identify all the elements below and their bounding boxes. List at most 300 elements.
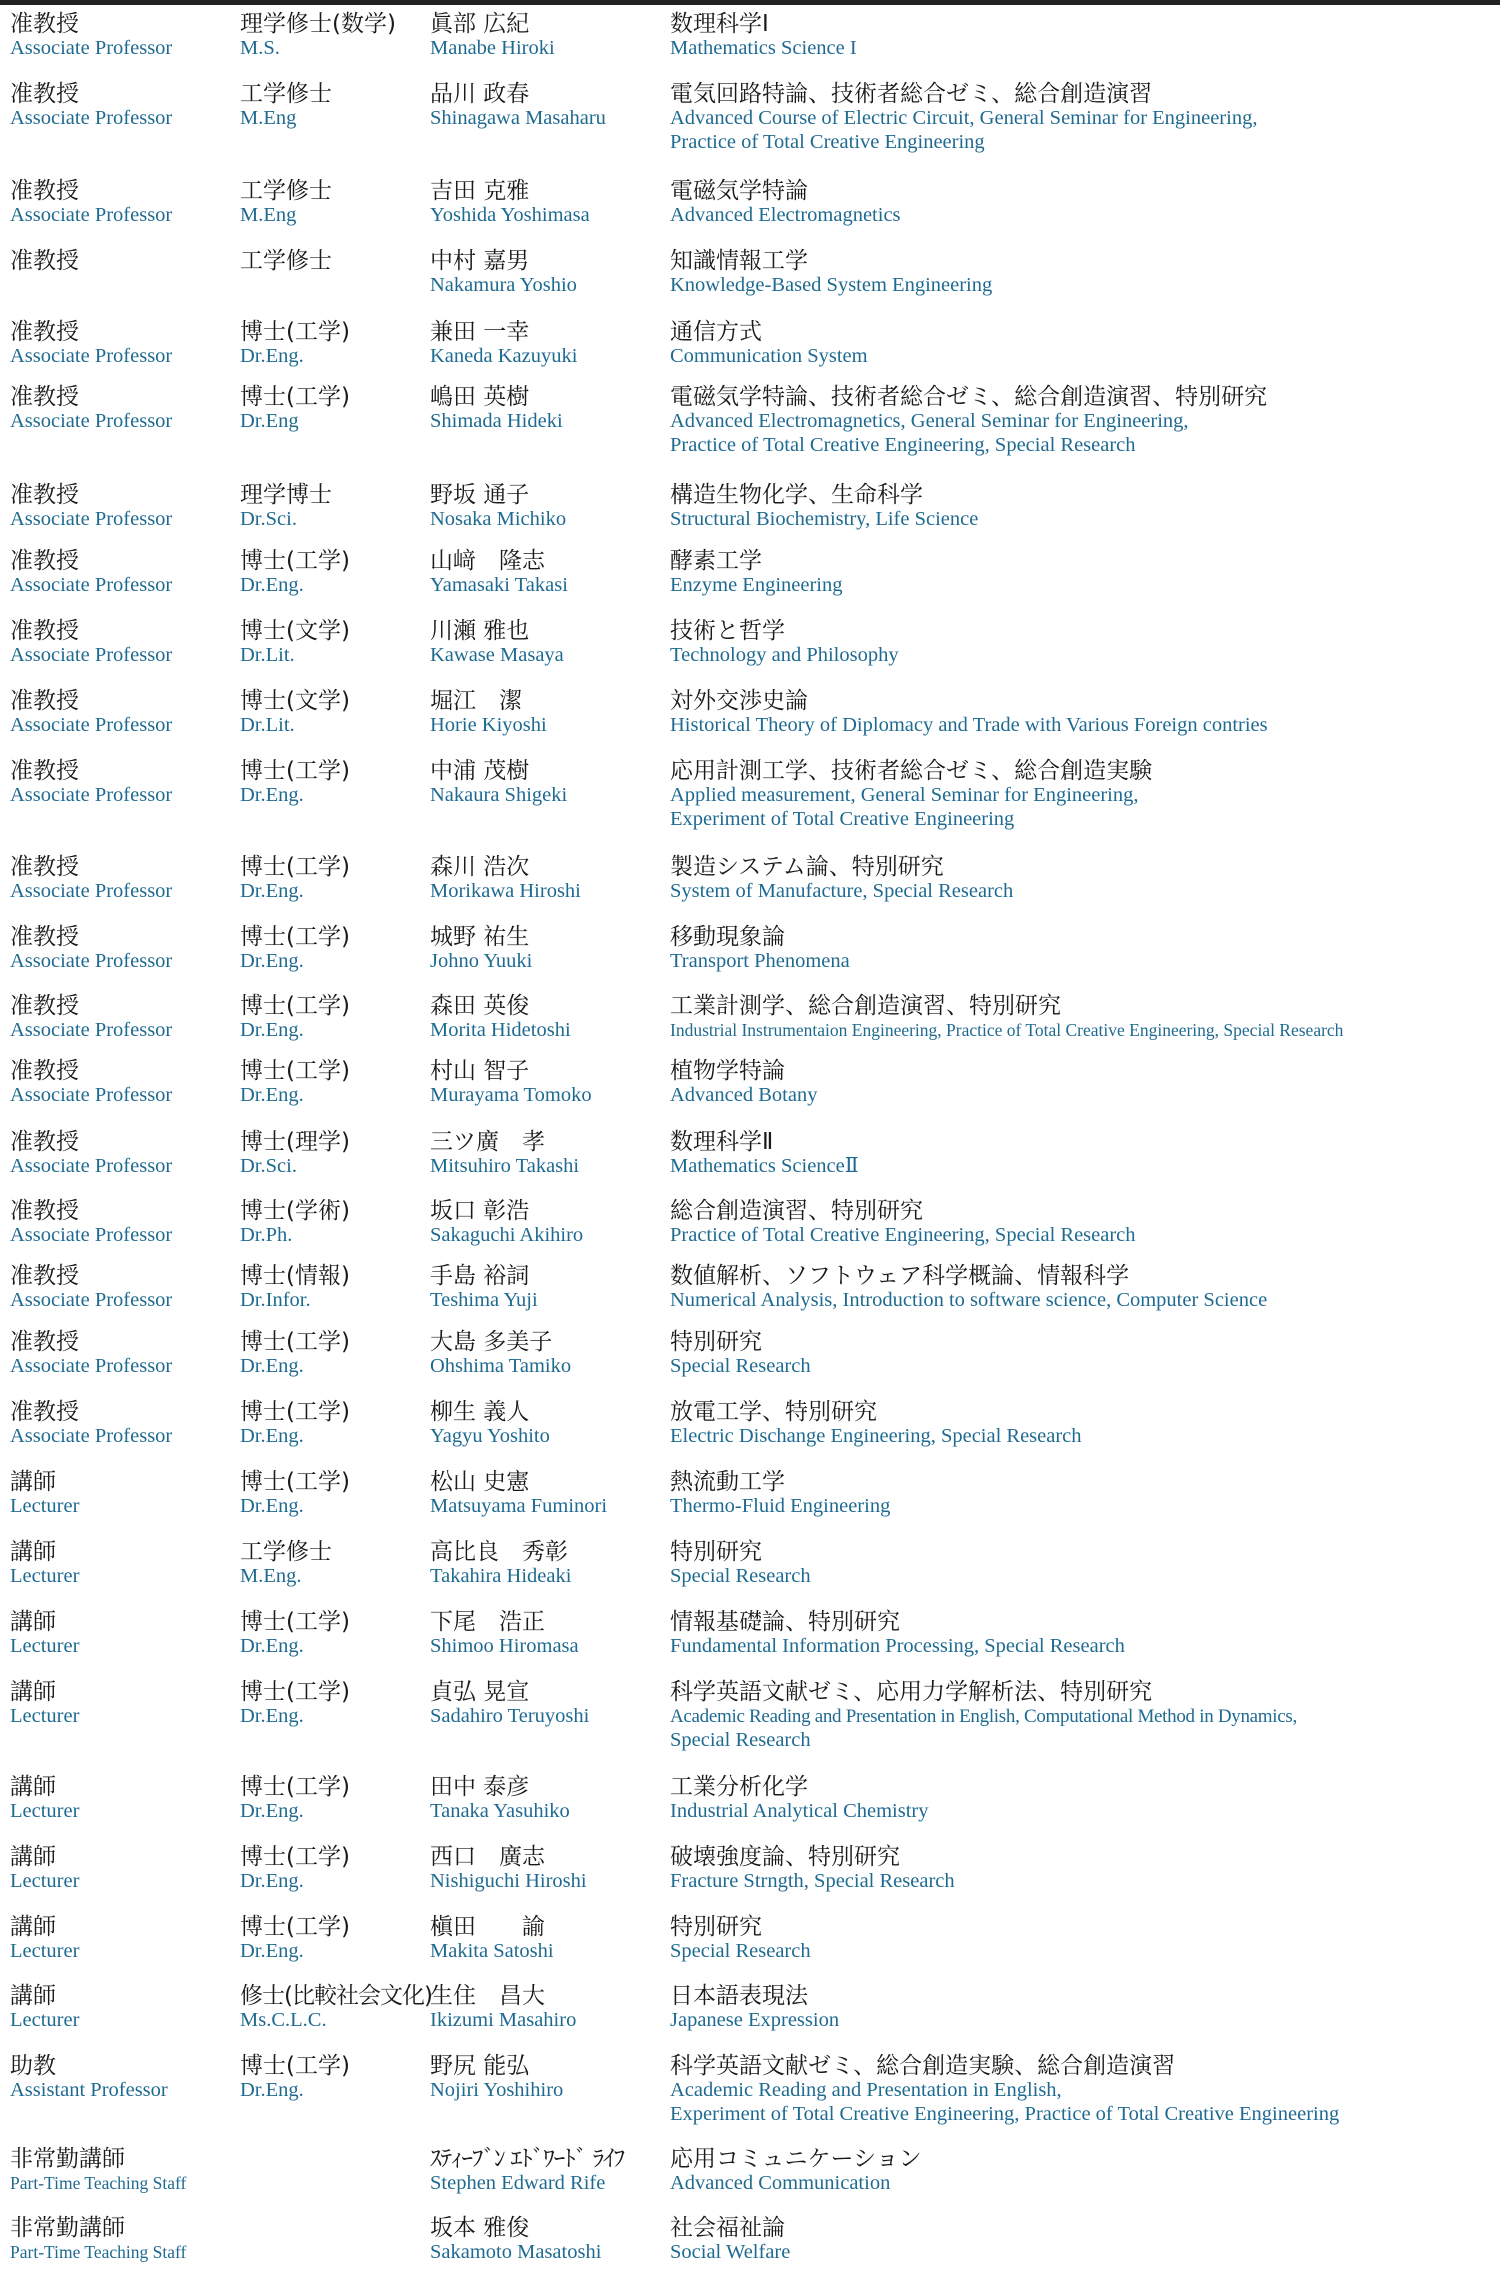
degree-cell: [240, 320, 350, 369]
subject-cell: [670, 855, 1013, 904]
subject-en-line: Advanced Electromagnetics, General Seminar for Engineering,: [670, 410, 1189, 432]
name-cell: [430, 2216, 601, 2265]
title-en: Associate Professor: [10, 574, 173, 596]
degree-cell: [240, 483, 332, 532]
subject-en-line: Electric Dischange Engineering, Special Research: [670, 1425, 1082, 1447]
subject-jp: 対外交渉史論: [670, 688, 808, 714]
degree-en: Dr.Eng.: [240, 574, 304, 596]
degree-en: M.Eng.: [240, 1565, 302, 1587]
title-cell: [10, 689, 172, 738]
title-cell: [10, 1680, 79, 1729]
title-jp: 准教授: [10, 924, 79, 950]
title-en: Associate Professor: [10, 37, 173, 59]
degree-en: Dr.Eng.: [240, 1705, 304, 1727]
degree-jp: 博士(工学): [240, 758, 350, 784]
name-cell: [430, 483, 566, 532]
subject-cell: [670, 82, 1257, 154]
subject-jp: 社会福祉論: [670, 2215, 785, 2241]
subject-cell: [670, 1130, 859, 1179]
title-en: Associate Professor: [10, 950, 173, 972]
subject-en-line: Mathematics ScienceⅡ: [670, 1155, 859, 1177]
name-cell: [430, 1680, 589, 1729]
subject-cell: [670, 320, 868, 369]
name-jp: 生住 昌大: [430, 1983, 545, 2009]
degree-cell: [240, 1470, 350, 1519]
name-cell: [430, 1610, 579, 1659]
subject-jp: 工業分析化学: [670, 1774, 808, 1800]
subject-cell: [670, 2147, 922, 2196]
name-cell: [430, 1199, 583, 1248]
title-cell: [10, 1984, 79, 2033]
name-jp: 堀江 潔: [430, 688, 522, 714]
degree-jp: 博士(工学): [240, 1844, 350, 1870]
name-en: Ohshima Tamiko: [430, 1355, 572, 1377]
degree-cell: [240, 385, 350, 434]
name-en: Horie Kiyoshi: [430, 714, 547, 736]
degree-cell: [240, 1915, 350, 1964]
degree-en: Dr.Eng.: [240, 1940, 304, 1962]
subject-jp: 特別研究: [670, 1539, 762, 1565]
degree-cell: [240, 1540, 332, 1589]
subject-cell: [670, 483, 978, 532]
subject-jp: 情報基礎論、特別研究: [670, 1609, 900, 1635]
degree-cell: [240, 855, 350, 904]
subject-cell: [670, 2054, 1339, 2126]
subject-en-line: Applied measurement, General Seminar for Engineering,: [670, 784, 1139, 806]
title-jp: 准教授: [10, 248, 79, 274]
name-en: Yoshida Yoshimasa: [430, 204, 590, 226]
name-cell: [430, 759, 567, 808]
name-en: Sakaguchi Akihiro: [430, 1224, 584, 1246]
name-jp: 高比良 秀彰: [430, 1539, 568, 1565]
title-en: Associate Professor: [10, 107, 173, 129]
subject-en-line: Advanced Course of Electric Circuit, General Seminar for Engineering,: [670, 107, 1258, 129]
name-jp: ｽﾃｨｰﾌﾞﾝ ｴﾄﾞﾜｰﾄﾞ ﾗｲﾌ: [430, 2146, 625, 2172]
name-en: Nakaura Shigeki: [430, 784, 568, 806]
subject-en-line: Transport Phenomena: [670, 950, 850, 972]
name-jp: 槇田 諭: [430, 1914, 545, 1940]
title-cell: [10, 1199, 172, 1248]
name-en: Takahira Hideaki: [430, 1565, 572, 1587]
degree-en: Dr.Eng.: [240, 950, 304, 972]
degree-cell: [240, 925, 350, 974]
name-jp: 坂口 彰浩: [430, 1198, 530, 1224]
name-en: Manabe Hiroki: [430, 37, 555, 59]
degree-en: Dr.Sci.: [240, 1155, 297, 1177]
degree-en: Dr.Lit.: [240, 644, 295, 666]
title-en: Associate Professor: [10, 1425, 173, 1447]
subject-cell: [670, 1984, 839, 2033]
title-jp: 准教授: [10, 384, 79, 410]
subject-cell: [670, 994, 1343, 1043]
degree-en: Dr.Eng.: [240, 880, 304, 902]
degree-en: Dr.Eng.: [240, 1635, 304, 1657]
title-jp: 准教授: [10, 993, 79, 1019]
subject-en-line: Fracture Strngth, Special Research: [670, 1870, 955, 1892]
name-jp: 大島 多美子: [430, 1329, 553, 1355]
name-jp: 手島 裕詞: [430, 1263, 530, 1289]
title-jp: 准教授: [10, 482, 79, 508]
title-jp: 准教授: [10, 1399, 79, 1425]
name-jp: 三ツ廣 孝: [430, 1129, 545, 1155]
name-en: Nakamura Yoshio: [430, 274, 577, 296]
name-en: Nosaka Michiko: [430, 508, 567, 530]
title-jp: 講師: [10, 1774, 56, 1800]
title-en: Associate Professor: [10, 508, 173, 530]
subject-jp: 製造システム論、特別研究: [670, 854, 944, 880]
degree-en: Dr.Lit.: [240, 714, 295, 736]
degree-jp: 博士(工学): [240, 1329, 350, 1355]
name-cell: [430, 619, 564, 668]
degree-cell: [240, 2054, 350, 2103]
name-jp: 山﨑 隆志: [430, 548, 545, 574]
degree-jp: 博士(情報): [240, 1263, 350, 1289]
subject-jp: 電磁気学特論、技術者総合ゼミ、総合創造演習、特別研究: [670, 384, 1268, 410]
degree-cell: [240, 1680, 350, 1729]
degree-cell: [240, 549, 350, 598]
degree-cell: [240, 12, 396, 61]
degree-jp: 博士(文学): [240, 688, 350, 714]
subject-en-line: Industrial Instrumentaion Engineering, Practice of Total Creative Engineering, Special Research: [670, 1020, 1344, 1040]
name-cell: [430, 1264, 538, 1313]
title-cell: [10, 1845, 79, 1894]
degree-jp: 博士(工学): [240, 2053, 350, 2079]
name-cell: [430, 12, 555, 61]
name-jp: 森川 浩次: [430, 854, 530, 880]
title-cell: [10, 1130, 172, 1179]
title-en: Lecturer: [10, 1565, 80, 1587]
degree-en: Dr.Eng.: [240, 1870, 304, 1892]
title-cell: [10, 1915, 79, 1964]
name-cell: [430, 1470, 607, 1519]
degree-en: Dr.Eng.: [240, 2079, 304, 2101]
subject-cell: [670, 1400, 1082, 1449]
name-cell: [430, 249, 577, 298]
subject-en-line: Practice of Total Creative Engineering, Special Research: [670, 433, 1136, 456]
name-jp: 下尾 浩正: [430, 1609, 545, 1635]
subject-cell: [670, 1264, 1267, 1313]
degree-jp: 博士(工学): [240, 1609, 350, 1635]
name-en: Makita Satoshi: [430, 1940, 554, 1962]
name-en: Yagyu Yoshito: [430, 1425, 550, 1447]
title-cell: [10, 12, 172, 61]
title-en: Associate Professor: [10, 1289, 173, 1311]
subject-cell: [670, 385, 1267, 457]
title-en: Lecturer: [10, 1940, 80, 1962]
title-cell: [10, 1400, 172, 1449]
degree-en: M.Eng: [240, 107, 297, 129]
name-jp: 坂本 雅俊: [430, 2215, 530, 2241]
title-en: Associate Professor: [10, 1355, 173, 1377]
title-jp: 准教授: [10, 1329, 79, 1355]
degree-en: Dr.Eng.: [240, 784, 304, 806]
subject-cell: [670, 1680, 1297, 1752]
subject-en-line: Mathematics Science I: [670, 37, 857, 59]
degree-en: M.S.: [240, 37, 280, 59]
degree-jp: 博士(工学): [240, 924, 350, 950]
degree-cell: [240, 1199, 350, 1248]
name-jp: 吉田 克雅: [430, 178, 530, 204]
title-jp: 准教授: [10, 1058, 79, 1084]
name-jp: 田中 泰彦: [430, 1774, 530, 1800]
title-cell: [10, 759, 172, 808]
title-jp: 講師: [10, 1844, 56, 1870]
title-cell: [10, 1540, 79, 1589]
name-en: Stephen Edward Rife: [430, 2172, 606, 2194]
subject-cell: [670, 1845, 955, 1894]
subject-en-line: Thermo-Fluid Engineering: [670, 1495, 891, 1517]
name-cell: [430, 320, 577, 369]
name-cell: [430, 1130, 579, 1179]
title-cell: [10, 2147, 186, 2196]
degree-en: Dr.Eng.: [240, 1800, 304, 1822]
subject-jp: 応用コミュニケーション: [670, 2146, 922, 2172]
title-jp: 講師: [10, 1469, 56, 1495]
degree-jp: 修士(比較社会文化): [240, 1983, 432, 2009]
subject-cell: [670, 12, 857, 61]
subject-en-line: Industrial Analytical Chemistry: [670, 1800, 929, 1822]
name-en: Kaneda Kazuyuki: [430, 345, 578, 367]
degree-jp: 工学修士: [240, 81, 332, 107]
subject-en-line: Knowledge-Based System Engineering: [670, 274, 993, 296]
title-jp: 准教授: [10, 688, 79, 714]
subject-jp: 科学英語文献ゼミ、応用力学解析法、特別研究: [670, 1679, 1153, 1705]
subject-cell: [670, 1330, 811, 1379]
title-jp: 非常勤講師: [10, 2146, 125, 2172]
degree-jp: 博士(工学): [240, 1399, 350, 1425]
subject-en-line: Advanced Communication: [670, 2172, 891, 2194]
degree-jp: 博士(工学): [240, 1774, 350, 1800]
title-jp: 准教授: [10, 319, 79, 345]
degree-en: Dr.Eng.: [240, 1355, 304, 1377]
name-en: Shimada Hideki: [430, 410, 563, 432]
subject-en-line: Special Research: [670, 1565, 811, 1587]
degree-cell: [240, 1264, 350, 1313]
degree-en: Dr.Eng.: [240, 1019, 304, 1041]
subject-cell: [670, 759, 1152, 831]
name-cell: [430, 82, 606, 131]
title-en: Associate Professor: [10, 644, 173, 666]
degree-jp: 工学修士: [240, 248, 332, 274]
degree-cell: [240, 994, 350, 1043]
title-jp: 准教授: [10, 548, 79, 574]
name-en: Tanaka Yasuhiko: [430, 1800, 570, 1822]
degree-jp: 博士(工学): [240, 1469, 350, 1495]
degree-cell: [240, 1330, 350, 1379]
name-jp: 西口 廣志: [430, 1844, 545, 1870]
title-cell: [10, 2216, 186, 2265]
name-jp: 城野 祐生: [430, 924, 530, 950]
name-cell: [430, 1775, 570, 1824]
name-cell: [430, 1330, 571, 1379]
subject-en-line: Social Welfare: [670, 2241, 791, 2263]
name-en: Morita Hidetoshi: [430, 1019, 571, 1041]
title-en: Associate Professor: [10, 1019, 173, 1041]
title-cell: [10, 1059, 172, 1108]
name-cell: [430, 1845, 587, 1894]
degree-cell: [240, 1130, 350, 1179]
subject-cell: [670, 549, 842, 598]
name-jp: 貞弘 晃宣: [430, 1679, 530, 1705]
title-cell: [10, 925, 172, 974]
title-en: Associate Professor: [10, 410, 173, 432]
title-jp: 准教授: [10, 1263, 79, 1289]
name-cell: [430, 179, 590, 228]
degree-jp: 理学修士(数学): [240, 11, 396, 37]
title-cell: [10, 549, 172, 598]
subject-jp: 酵素工学: [670, 548, 762, 574]
subject-jp: 知識情報工学: [670, 248, 808, 274]
title-jp: 非常勤講師: [10, 2215, 125, 2241]
name-en: Ikizumi Masahiro: [430, 2009, 577, 2031]
subject-cell: [670, 1199, 1136, 1248]
degree-jp: 工学修士: [240, 1539, 332, 1565]
degree-cell: [240, 249, 332, 274]
name-cell: [430, 1400, 550, 1449]
title-en: Associate Professor: [10, 345, 173, 367]
name-en: Shinagawa Masaharu: [430, 107, 606, 129]
subject-cell: [670, 1610, 1125, 1659]
degree-cell: [240, 1400, 350, 1449]
title-en: Associate Professor: [10, 204, 173, 226]
title-jp: 准教授: [10, 1129, 79, 1155]
subject-en-line: Practice of Total Creative Engineering: [670, 130, 985, 153]
name-en: Matsuyama Fuminori: [430, 1495, 608, 1517]
title-jp: 助教: [10, 2053, 56, 2079]
degree-jp: 博士(工学): [240, 993, 350, 1019]
title-cell: [10, 179, 172, 228]
title-jp: 講師: [10, 1983, 56, 2009]
name-jp: 中村 嘉男: [430, 248, 530, 274]
name-cell: [430, 994, 571, 1043]
subject-en-line: Advanced Botany: [670, 1084, 818, 1106]
title-en: Part-Time Teaching Staff: [10, 2173, 187, 2193]
degree-jp: 工学修士: [240, 178, 332, 204]
title-en: Associate Professor: [10, 1084, 173, 1106]
title-cell: [10, 855, 172, 904]
subject-en-line: Enzyme Engineering: [670, 574, 843, 596]
degree-en: Dr.Infor.: [240, 1289, 311, 1311]
subject-en-line: Experiment of Total Creative Engineering, Practice of Total Creative Engineering: [670, 2102, 1340, 2125]
title-cell: [10, 1330, 172, 1379]
name-jp: 野坂 通子: [430, 482, 530, 508]
name-en: Yamasaki Takasi: [430, 574, 568, 596]
degree-en: Dr.Eng.: [240, 1425, 304, 1447]
name-jp: 森田 英俊: [430, 993, 530, 1019]
subject-en-line: Structural Biochemistry, Life Science: [670, 508, 979, 530]
degree-cell: [240, 759, 350, 808]
title-en: Assistant Professor: [10, 2079, 168, 2101]
title-jp: 准教授: [10, 11, 79, 37]
title-cell: [10, 483, 172, 532]
name-cell: [430, 385, 563, 434]
title-jp: 講師: [10, 1609, 56, 1635]
name-cell: [430, 1059, 592, 1108]
subject-cell: [670, 1470, 890, 1519]
name-en: Mitsuhiro Takashi: [430, 1155, 580, 1177]
name-jp: 兼田 一幸: [430, 319, 530, 345]
degree-cell: [240, 1984, 432, 2033]
name-jp: 柳生 義人: [430, 1399, 530, 1425]
title-en: Lecturer: [10, 1870, 80, 1892]
degree-jp: 博士(学術): [240, 1198, 350, 1224]
name-en: Johno Yuuki: [430, 950, 533, 972]
subject-cell: [670, 2216, 790, 2265]
degree-cell: [240, 1845, 350, 1894]
name-en: Shimoo Hiromasa: [430, 1635, 579, 1657]
name-en: Sadahiro Teruyoshi: [430, 1705, 590, 1727]
degree-cell: [240, 1775, 350, 1824]
name-cell: [430, 855, 581, 904]
name-cell: [430, 2147, 624, 2196]
title-en: Associate Professor: [10, 784, 173, 806]
subject-jp: 破壊強度論、特別研究: [670, 1844, 900, 1870]
name-jp: 嶋田 英樹: [430, 384, 530, 410]
subject-jp: 科学英語文献ゼミ、総合創造実験、総合創造演習: [670, 2053, 1176, 2079]
degree-cell: [240, 179, 332, 228]
title-jp: 准教授: [10, 1198, 79, 1224]
subject-cell: [670, 1775, 928, 1824]
name-en: Nishiguchi Hiroshi: [430, 1870, 587, 1892]
subject-en-line: Practice of Total Creative Engineering, Special Research: [670, 1224, 1136, 1246]
subject-jp: 特別研究: [670, 1914, 762, 1940]
degree-jp: 博士(理学): [240, 1129, 350, 1155]
subject-en-line: Academic Reading and Presentation in English,: [670, 2079, 1062, 2101]
title-cell: [10, 619, 172, 668]
title-en: Associate Professor: [10, 880, 173, 902]
subject-jp: 電磁気学特論: [670, 178, 808, 204]
subject-jp: 構造生物化学、生命科学: [670, 482, 923, 508]
name-en: Morikawa Hiroshi: [430, 880, 581, 902]
subject-en-line: Fundamental Information Processing, Special Research: [670, 1635, 1125, 1657]
subject-cell: [670, 1915, 811, 1964]
name-jp: 眞部 広紀: [430, 11, 530, 37]
subject-en-line: Experiment of Total Creative Engineering: [670, 807, 1015, 830]
subject-en-line: Special Research: [670, 1728, 811, 1751]
title-en: Lecturer: [10, 1800, 80, 1822]
title-en: Associate Professor: [10, 1155, 173, 1177]
subject-jp: 特別研究: [670, 1329, 762, 1355]
title-en: Part-Time Teaching Staff: [10, 2242, 187, 2262]
subject-jp: 放電工学、特別研究: [670, 1399, 877, 1425]
name-jp: 川瀬 雅也: [430, 618, 530, 644]
degree-jp: 博士(工学): [240, 854, 350, 880]
subject-cell: [670, 689, 1268, 738]
subject-jp: 総合創造演習、特別研究: [670, 1198, 923, 1224]
title-jp: 准教授: [10, 81, 79, 107]
title-jp: 准教授: [10, 758, 79, 784]
degree-cell: [240, 1610, 350, 1659]
title-cell: [10, 320, 172, 369]
title-jp: 講師: [10, 1539, 56, 1565]
subject-en-line: Historical Theory of Diplomacy and Trade with Various Foreign contries: [670, 714, 1268, 736]
title-cell: [10, 1610, 79, 1659]
title-jp: 講師: [10, 1679, 56, 1705]
subject-en-line: Advanced Electromagnetics: [670, 204, 901, 226]
degree-cell: [240, 689, 350, 738]
subject-jp: 移動現象論: [670, 924, 785, 950]
degree-jp: 理学博士: [240, 482, 332, 508]
title-cell: [10, 385, 172, 434]
name-jp: 品川 政春: [430, 81, 530, 107]
name-en: Sakamoto Masatoshi: [430, 2241, 602, 2263]
subject-cell: [670, 1540, 811, 1589]
name-jp: 野尻 能弘: [430, 2053, 530, 2079]
subject-en-line: Japanese Expression: [670, 2009, 840, 2031]
title-cell: [10, 249, 79, 274]
title-en: Associate Professor: [10, 714, 173, 736]
degree-jp: 博士(文学): [240, 618, 350, 644]
